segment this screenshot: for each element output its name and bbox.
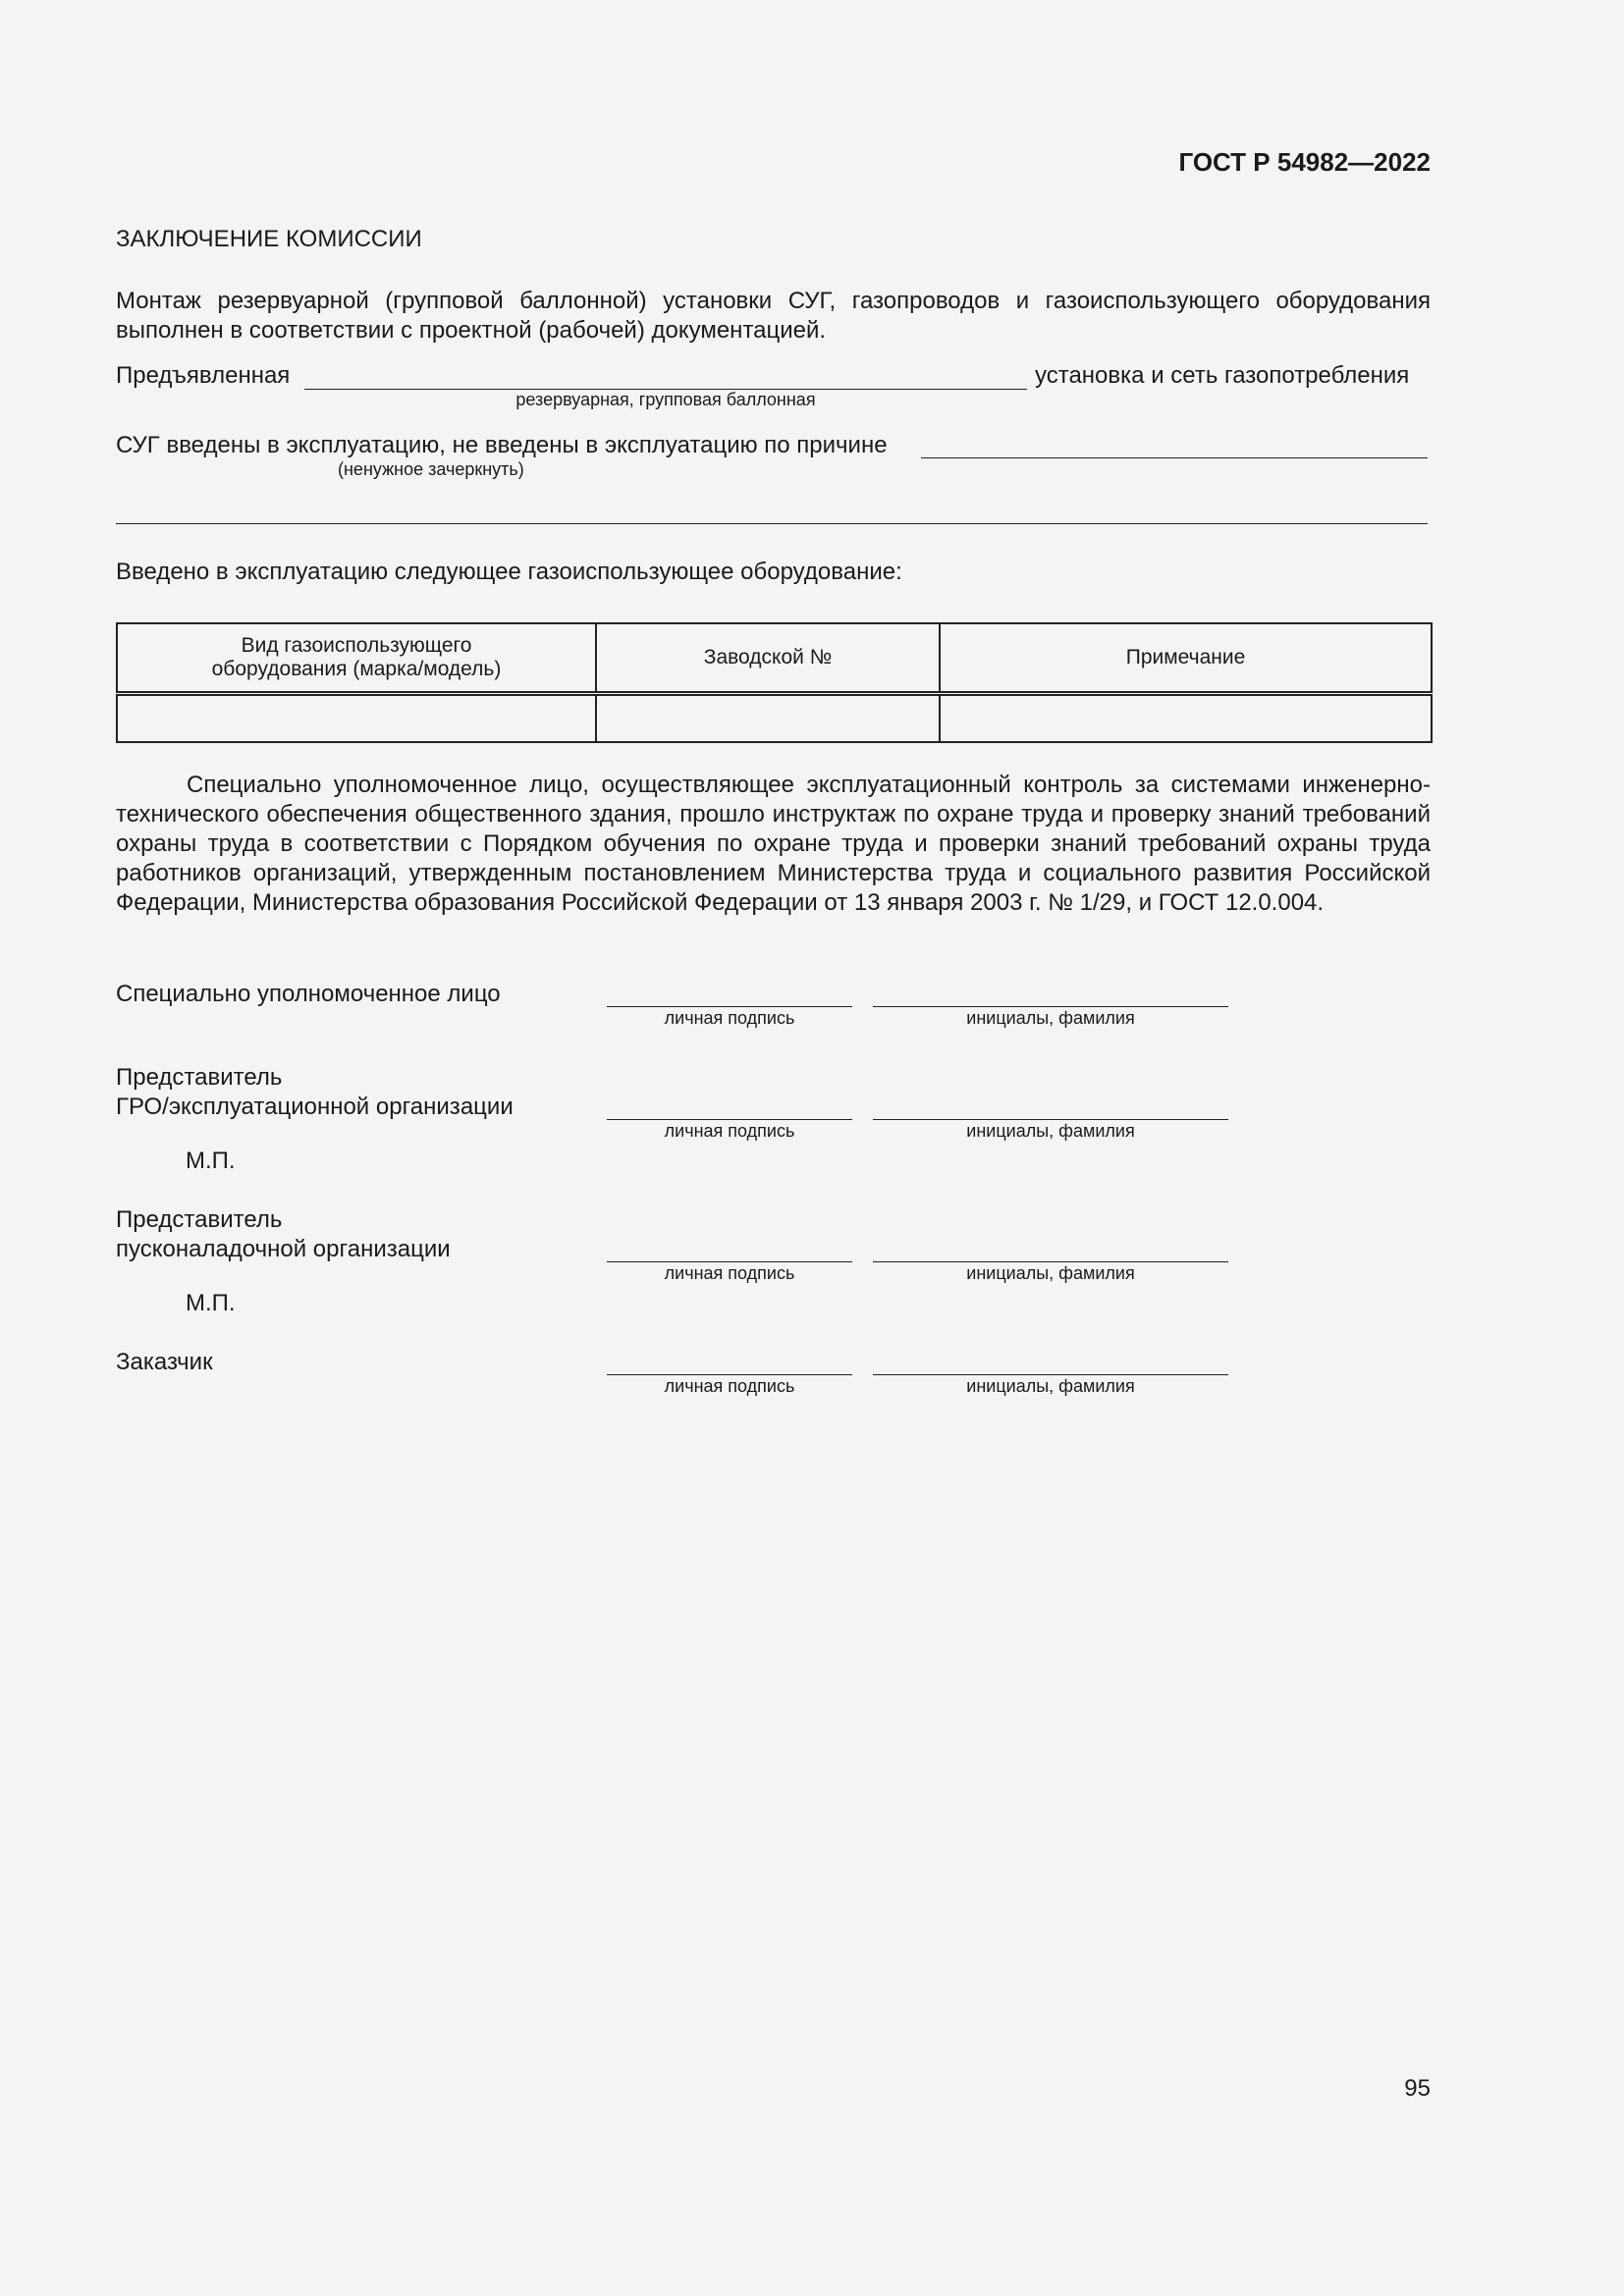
stamp-label-2: М.П. xyxy=(186,1148,236,1174)
name-line-2[interactable] xyxy=(873,1119,1228,1120)
document-code: ГОСТ Р 54982—2022 xyxy=(1178,147,1431,177)
table-cell-equipment[interactable] xyxy=(117,694,596,743)
signature-line-1[interactable] xyxy=(607,1006,852,1007)
equipment-table xyxy=(116,622,1433,743)
table-header-row xyxy=(117,623,1432,694)
name-caption-4: инициалы, фамилия xyxy=(966,1376,1135,1396)
header-note-label: Примечание xyxy=(1125,646,1246,668)
reason-fill-line[interactable] xyxy=(921,457,1428,458)
stamp-label-3: М.П. xyxy=(186,1290,236,1316)
signature-caption-4: личная подпись xyxy=(664,1376,795,1396)
header-equipment-type-line1: Вид газоиспользующего xyxy=(241,634,472,657)
signature-caption-3: личная подпись xyxy=(664,1263,795,1283)
page-number: 95 xyxy=(1404,2075,1431,2102)
header-note xyxy=(940,623,1432,694)
table-cell-note[interactable] xyxy=(940,694,1432,743)
paragraph-installation: Монтаж резервуарной (групповой баллонной) установки СУГ, газопроводов и газоиспользующего оборудования выполнен в соответствии с проектной (рабочей) документацией. xyxy=(116,288,1431,344)
signature-line-2[interactable] xyxy=(607,1119,852,1120)
signatory-label-3: Представитель xyxy=(116,1206,283,1233)
header-serial-number xyxy=(596,623,940,694)
signatory-label-4: Заказчик xyxy=(116,1349,213,1375)
signatory-org-3: пусконаладочной организации xyxy=(116,1236,451,1262)
signature-caption-1: личная подпись xyxy=(664,1008,795,1028)
signatory-label-2: Представитель xyxy=(116,1064,283,1091)
header-equipment-type-line2: оборудования (марка/модель) xyxy=(211,658,502,680)
signatory-org-2: ГРО/эксплуатационной организации xyxy=(116,1094,514,1120)
signature-line-3[interactable] xyxy=(607,1261,852,1262)
name-caption-3: инициалы, фамилия xyxy=(966,1263,1135,1283)
header-equipment-type xyxy=(117,623,596,694)
presented-label: Предъявленная xyxy=(116,362,291,389)
name-caption-2: инициалы, фамилия xyxy=(966,1121,1135,1141)
commissioning-hint: (ненужное зачеркнуть) xyxy=(338,459,524,479)
name-line-1[interactable] xyxy=(873,1006,1228,1007)
name-caption-1: инициалы, фамилия xyxy=(966,1008,1135,1028)
reason-fill-line-2[interactable] xyxy=(116,523,1428,524)
signature-line-4[interactable] xyxy=(607,1374,852,1375)
header-serial-number-label: Заводской № xyxy=(703,646,833,668)
signatory-label-1: Специально уполномоченное лицо xyxy=(116,981,501,1007)
name-line-4[interactable] xyxy=(873,1374,1228,1375)
signature-caption-2: личная подпись xyxy=(664,1121,795,1141)
paragraph-training: Специально уполномоченное лицо, осуществляющее эксплуатационный контроль за системами инженерно-технического обеспечения общественного здания, прошло инструктаж по охране труда и проверку знаний требований охраны труда в соответствии с Порядком обучения по охране труда и проверки знаний требований охраны труда работников организаций, утвержденным постановлением Министерства труда и социального развития Российской Федерации, Министерства образования Российской Федерации от 13 января 2003 г. № 1/29, и ГОСТ 12.0.004. xyxy=(116,772,1431,916)
presented-hint: резервуарная, групповая баллонная xyxy=(515,390,816,409)
name-line-3[interactable] xyxy=(873,1261,1228,1262)
equipment-intro: Введено в эксплуатацию следующее газоиспользующее оборудование: xyxy=(116,559,902,585)
table-cell-serial[interactable] xyxy=(596,694,940,743)
commissioning-text: СУГ введены в эксплуатацию, не введены в эксплуатацию по причине xyxy=(116,432,888,458)
presented-suffix: установка и сеть газопотребления xyxy=(1035,362,1410,389)
table-row xyxy=(117,694,1432,743)
section-title: ЗАКЛЮЧЕНИЕ КОМИССИИ xyxy=(116,226,422,252)
